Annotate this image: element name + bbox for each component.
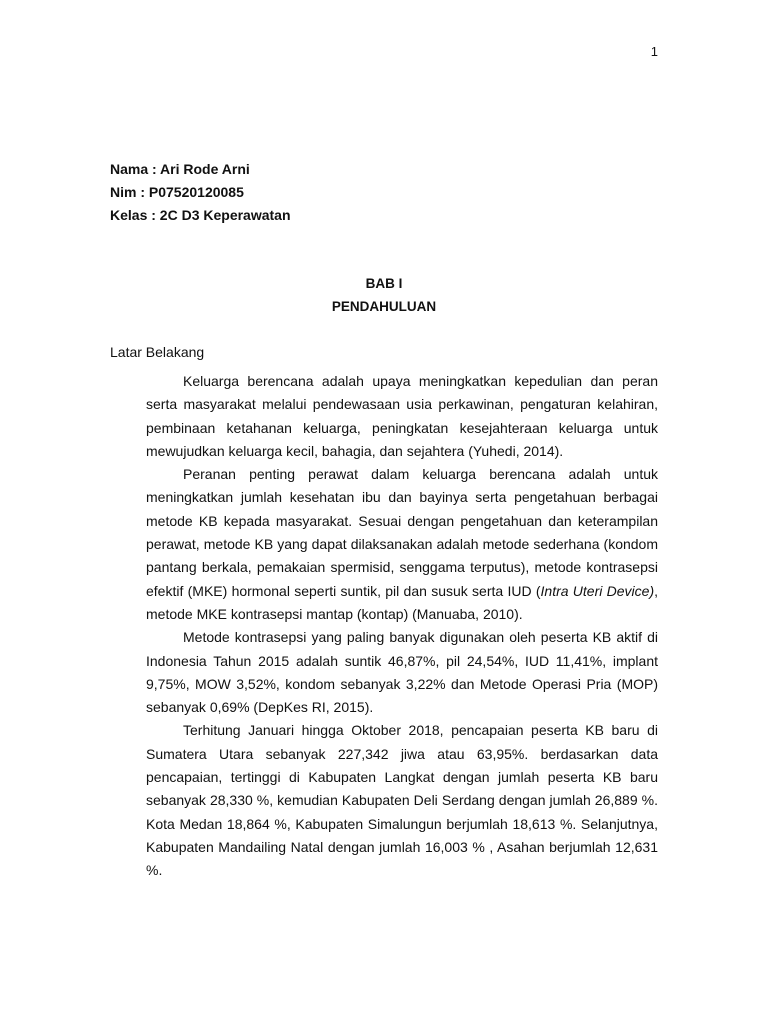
student-identity-block	[110, 158, 291, 227]
paragraph-4: Terhitung Januari hingga Oktober 2018, pencapaian peserta KB baru di Sumatera Utara sebanyak 227,342 jiwa atau 63,95%. berdasarkan data pencapaian, tertinggi di Kabupaten Langkat dengan jumlah peserta KB baru sebanyak 28,330 %, kemudian Kabupaten Deli Serdang dengan jumlah 26,889 %. Kota Medan 18,864 %, Kabupaten Simalungun berjumlah 18,613 %. Selanjutnya, Kabupaten Mandailing Natal dengan jumlah 16,003 % , Asahan berjumlah 12,631 %.	[146, 722, 658, 879]
chapter-number: BAB I	[365, 276, 403, 291]
paragraph-2-text-start: Peranan penting perawat dalam keluarga berencana adalah untuk meningkatkan jumlah kesehatan ibu dan bayinya serta pengetahuan berbagai metode KB kepada masyarakat. Sesuai dengan pengetahuan dan keterampilan perawat, metode KB yang dapat dilaksanakan adalah metode sederhana (kondom pantang berkala, pemakaian spermisid, senggama terputus), metode kontrasepsi efektif (MKE) hormonal seperti suntik, pil dan susuk serta IUD (	[146, 466, 658, 599]
paragraph-2	[146, 463, 658, 626]
page-number: 1	[650, 44, 658, 59]
student-nim: Nim : P07520120085	[110, 184, 244, 200]
paragraph-3: Metode kontrasepsi yang paling banyak digunakan oleh peserta KB aktif di Indonesia Tahun 2015 adalah suntik 46,87%, pil 24,54%, IUD 11,41%, implant 9,75%, MOW 3,52%, kondom sebanyak 3,22% dan Metode Operasi Pria (MOP) sebanyak 0,69% (DepKes RI, 2015).	[146, 629, 658, 716]
paragraph-1: Keluarga berencana adalah upaya meningkatkan kepedulian dan peran serta masyarakat melalui pendewasaan usia perkawinan, pengaturan kelahiran, pembinaan ketahanan keluarga, peningkatan kesejahteraan keluarga untuk mewujudkan keluarga kecil, bahagia, dan sejahtera (Yuhedi, 2014).	[146, 373, 658, 459]
section-title: Latar Belakang	[110, 344, 205, 360]
paragraph-2-text-end: , metode MKE kontrasepsi mantap (kontap) (Manuaba, 2010).	[146, 582, 658, 622]
student-name: Nama : Ari Rode Arni	[110, 161, 250, 177]
body-text	[146, 370, 658, 883]
paragraph-2-italic-term: Intra Uteri Device)	[540, 582, 655, 599]
chapter-title: PENDAHULUAN	[331, 299, 437, 314]
student-class: Kelas : 2C D3 Keperawatan	[110, 207, 291, 223]
